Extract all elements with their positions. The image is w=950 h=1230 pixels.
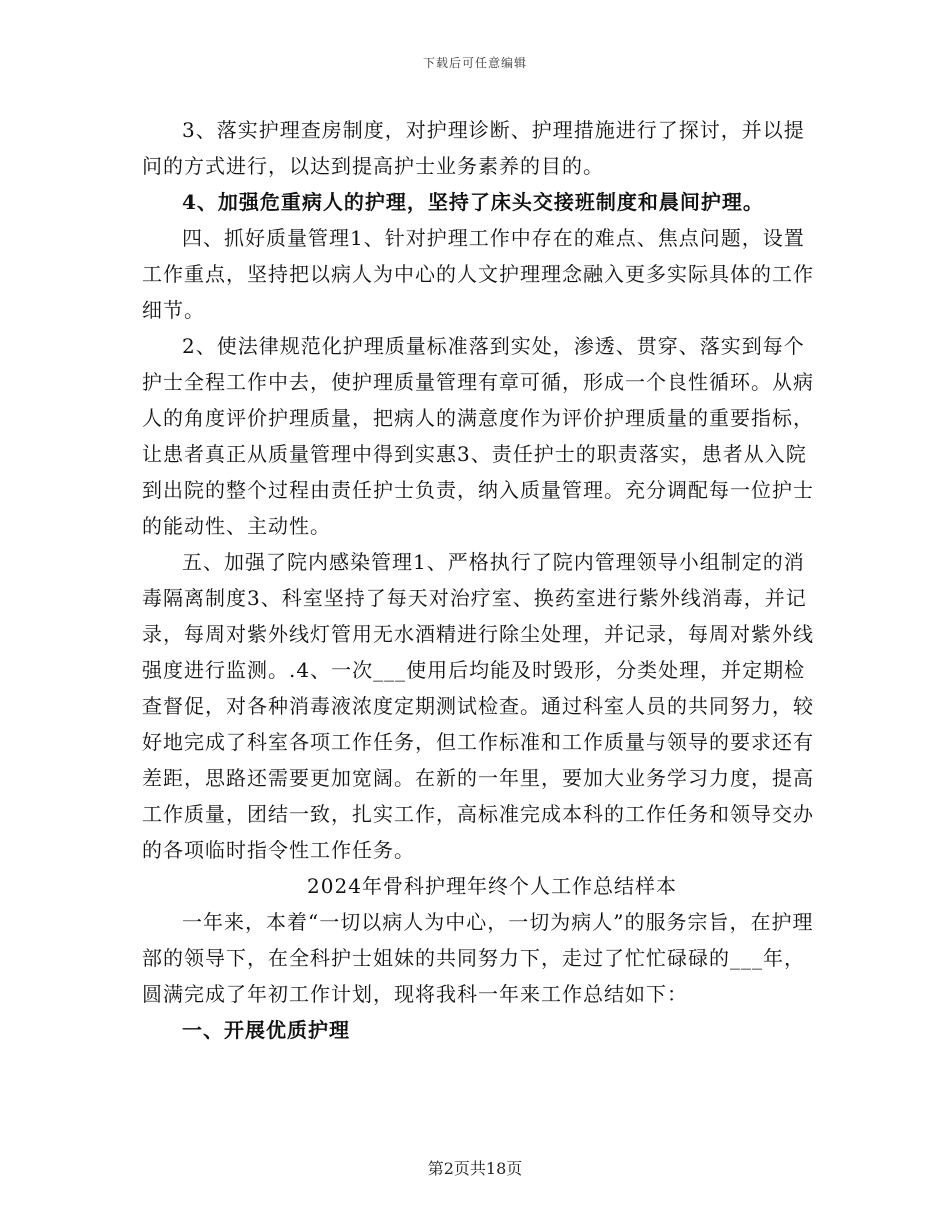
paragraph-infection-control: 五、加强了院内感染管理1、严格执行了院内管理领导小组制定的消毒隔离制度3、科室坚持了每天对治疗室、换药室进行紫外线消毒，并记录，每周对紫外线灯管用无水酒精进行除尘处理，并记录，每周对紫外线强度进行监测。.4、一次___使用后均能及时毁形，分类处理，并定期检查督促，对各种消毒液浓度定期测试检查。通过科室人员的共同努力，较好地完成了科室各项工作任务，但工作标准和工作质量与领导的要求还有差距，思路还需要更加宽阔。在新的一年里，要加大业务学习力度，提高工作质量，团结一致，扎实工作，高标准完成本科的工作任务和领导交办的各项临时指令性工作任务。 xyxy=(142,550,814,862)
section-title: 2024年骨科护理年终个人工作总结样本 xyxy=(307,874,677,898)
paragraph-quality-management: 四、抓好质量管理1、针对护理工作中存在的难点、焦点问题，设置工作重点，坚持把以病人为中心的人文护理理念融入更多实际具体的工作细节。 xyxy=(142,226,814,322)
document-body xyxy=(142,112,822,1048)
paragraph-quality-standards: 2、使法律规范化护理质量标准落到实处，渗透、贯穿、落实到每个护士全程工作中去，使护理质量管理有章可循，形成一个良性循环。从病人的角度评价护理质量，把病人的满意度作为评价护理质量的重要指标，让患者真正从质量管理中得到实惠3、责任护士的职责落实，患者从入院到出院的整个过程由责任护士负责，纳入质量管理。充分调配每一位护士的能动性、主动性。 xyxy=(142,334,814,538)
paragraph-critical-care: 4、加强危重病人的护理，坚持了床头交接班制度和晨间护理。 xyxy=(182,190,764,214)
header-note: 下载后可任意编辑 xyxy=(422,56,527,70)
page-number: 第2页共18页 xyxy=(427,1159,523,1178)
paragraph-ward-rounds: 3、落实护理查房制度，对护理诊断、护理措施进行了探讨，并以提问的方式进行，以达到提高护士业务素养的目的。 xyxy=(142,118,805,178)
paragraph-intro: 一年来，本着“一切以病人为中心，一切为病人”的服务宗旨，在护理部的领导下，在全科护士姐妹的共同努力下，走过了忙忙碌碌的___年，圆满完成了年初工作计划，现将我科一年来工作总结如下： xyxy=(142,910,814,1006)
section-heading-quality-care: 一、开展优质护理 xyxy=(182,1018,350,1042)
